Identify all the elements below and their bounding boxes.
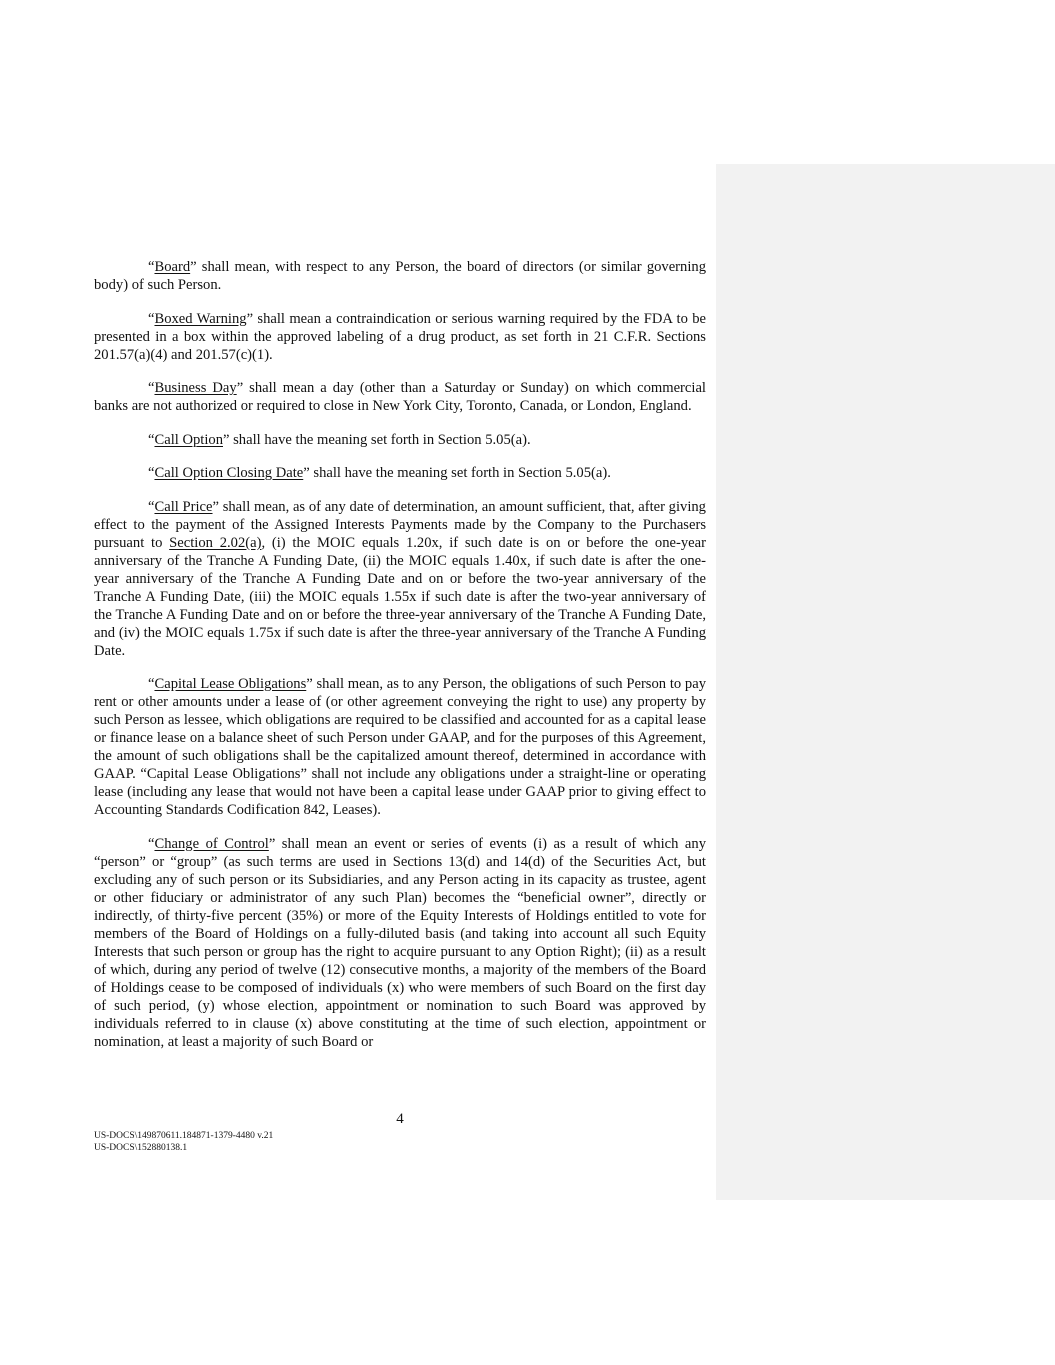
definition-text: ” shall mean, with respect to any Person, the board of directors (or similar governing body) of such Person.: [94, 259, 706, 293]
defined-term: Call Price: [154, 498, 213, 515]
defined-term: Call Option: [154, 431, 223, 448]
definition-text: ” shall mean a contraindication or serious warning required by the FDA to be presented in a box within the approved labeling of a drug product, as set forth in 21 C.F.R. Sections 201.57(a)(4) and 201.57(c)(1).: [94, 310, 707, 363]
document-body: [94, 258, 706, 1066]
definition-boxed-warning: “Boxed Warning” shall mean a contraindication or serious warning required by the FDA to be presented in a box within the approved labeling of a drug product, as set forth in 21 C.F.R. Sections 201.57(a)(4) and 201.57(c)(1).: [94, 310, 707, 363]
defined-term: Board: [154, 259, 191, 275]
definition-text: ” shall mean a day (other than a Saturday or Sunday) on which commercial banks are not authorized or required to close in New York City, Toronto, Canada, or London, England.: [94, 380, 706, 414]
doc-id-line: US-DOCS\149870611.184871-1379-4480 v.21: [94, 1131, 274, 1141]
definition-text: ” shall mean, as of any date of determination, an amount sufficient, that, after giving effect to the payment of the Assigned Interests Payments made by the Company to the Purchasers pursuant to: [94, 498, 706, 551]
defined-term: Capital Lease Obligations: [154, 676, 307, 692]
document-identifiers: [94, 1130, 273, 1154]
definition-text: ” shall mean, as to any Person, the obligations of such Person to pay rent or other amounts under a lease of (or other agreement conveying the right to use) any property by such Person as lessee, which obligations are required to be classified and accounted for as a capital lease or finance lease on a balance sheet of such Person under GAAP, and for the purposes of this Agreement, the amount of such obligations shall be the capitalized amount thereof, determined in accordance with GAAP. “Capital Lease Obligations” shall not include any obligations under a straight-line or operating lease (including any lease that would not have been a capital lease under GAAP prior to giving effect to Accounting Standards Codification 842, Leases).: [94, 676, 706, 818]
definition-board: “Board” shall mean, with respect to any Person, the board of directors (or similar governing body) of such Person.: [94, 259, 706, 293]
definition-call-price: “Call Price” shall mean, as of any date of determination, an amount sufficient, that, after giving effect to the payment of the Assigned Interests Payments made by the Company to the Purchasers pursuant to Section 2.02(a), (i) the MOIC equals 1.20x, if such date is on or before the one-year anniversary of the Tranche A Funding Date, (ii) the MOIC equals 1.40x, if such date is after the one-year anniversary of the Tranche A Funding Date and on or before the two-year anniversary of the Tranche A Funding Date, (iii) the MOIC equals 1.55x if such date is after the two-year anniversary of the Tranche A Funding Date and on or before the three-year anniversary of the Tranche A Funding Date, and (iv) the MOIC equals 1.75x if such date is after the three-year anniversary of the Tranche A Funding Date.: [94, 498, 706, 659]
doc-id-line: US-DOCS\152880138.1: [94, 1143, 188, 1153]
comment-pane: [716, 164, 1055, 1200]
definition-text: ” shall have the meaning set forth in Section 5.05(a).: [303, 465, 611, 481]
definition-text: ” shall mean an event or series of events (i) as a result of which any “person” or “group” (as such terms are used in Sections 13(d) and 14(d) of the Securities Act, but excluding any of such person or its Subsidiaries, and any Person acting in its capacity as trustee, agent or other fiduciary or administrator of any such Plan) becomes the “beneficial owner”, directly or indirectly, of thirty-five percent (35%) or more of the Equity Interests of Holdings entitled to vote for members of the Board of Holdings on a fully-diluted basis (and taking into account all such Equity Interests that such person or group has the right to acquire pursuant to any Option Right); (ii) as a result of which, during any period of twelve (12) consecutive months, a majority of the members of the Board of Holdings cease to be composed of individuals (x) who were members of such Board on the first day of such period, (y) whose election, appointment or nomination to such Board was approved by individuals referred to in clause (x) above constituting at the time of such election, appointment or nomination, at least a majority of such Board or: [94, 835, 706, 1050]
definition-capital-lease-obligations: “Capital Lease Obligations” shall mean, as to any Person, the obligations of such Person to pay rent or other amounts under a lease of (or other agreement conveying the right to use) any property by such Person as lessee, which obligations are required to be classified and accounted for as a capital lease or finance lease on a balance sheet of such Person under GAAP, and for the purposes of this Agreement, the amount of such obligations shall be the capitalized amount thereof, determined in accordance with GAAP. “Capital Lease Obligations” shall not include any obligations under a straight-line or operating lease (including any lease that would not have been a capital lease under GAAP prior to giving effect to Accounting Standards Codification 842, Leases).: [94, 676, 706, 818]
defined-term: Change of Control: [154, 835, 269, 852]
page-number: 4: [396, 1111, 404, 1127]
section-reference: Section 2.02(a): [169, 534, 262, 551]
definition-change-of-control: “Change of Control” shall mean an event or series of events (i) as a result of which any “person” or “group” (as such terms are used in Sections 13(d) and 14(d) of the Securities Act, but excluding any of such person or its Subsidiaries, and any Person acting in its capacity as trustee, agent or other fiduciary or administrator of any such Plan) becomes the “beneficial owner”, directly or indirectly, of thirty-five percent (35%) or more of the Equity Interests of Holdings entitled to vote for members of the Board of Holdings on a fully-diluted basis (and taking into account all such Equity Interests that such person or group has the right to acquire pursuant to any Option Right); (ii) as a result of which, during any period of twelve (12) consecutive months, a majority of the members of the Board of Holdings cease to be composed of individuals (x) who were members of such Board on the first day of such period, (y) whose election, appointment or nomination to such Board was approved by individuals referred to in clause (x) above constituting at the time of such election, appointment or nomination, at least a majority of such Board or: [94, 835, 706, 1050]
defined-term: Business Day: [154, 380, 237, 396]
defined-term: Boxed Warning: [154, 310, 247, 327]
definition-call-option: “Call Option” shall have the meaning set forth in Section 5.05(a).: [148, 431, 531, 448]
definition-text: ” shall have the meaning set forth in Section 5.05(a).: [223, 431, 531, 448]
definition-business-day: “Business Day” shall mean a day (other than a Saturday or Sunday) on which commercial banks are not authorized or required to close in New York City, Toronto, Canada, or London, England.: [94, 380, 706, 414]
definition-call-option-closing-date: “Call Option Closing Date” shall have the meaning set forth in Section 5.05(a).: [148, 465, 611, 481]
definition-text: , (i) the MOIC equals 1.20x, if such date is on or before the one-year anniversary of the Tranche A Funding Date, (ii) the MOIC equals 1.40x, if such date is after the one-year anniversary of the Tranche A Funding Date and on or before the two-year anniversary of the Tranche A Funding Date, (iii) the MOIC equals 1.55x if such date is after the two-year anniversary of the Tranche A Funding Date and on or before the three-year anniversary of the Tranche A Funding Date, and (iv) the MOIC equals 1.75x if such date is after the three-year anniversary of the Tranche A Funding Date.: [94, 534, 706, 659]
defined-term: Call Option Closing Date: [154, 465, 304, 481]
